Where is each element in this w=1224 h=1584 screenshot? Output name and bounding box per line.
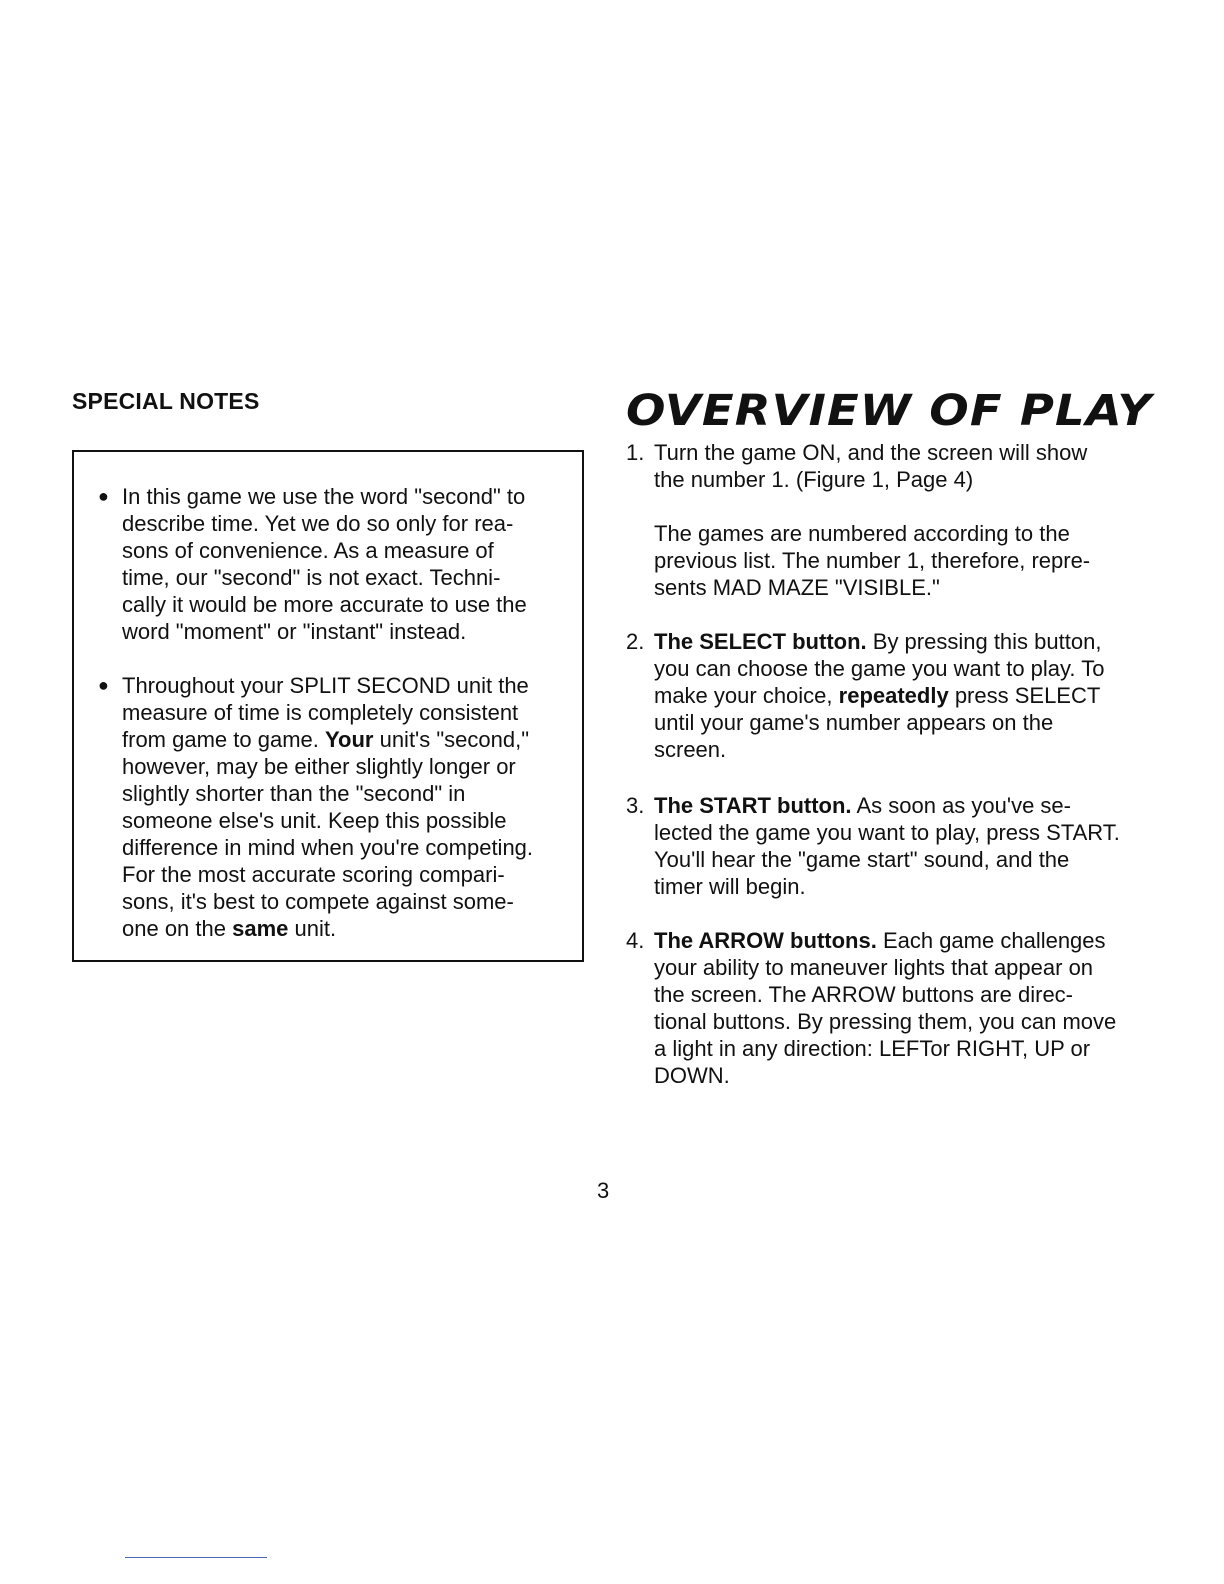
step-continuation: [626, 520, 1146, 601]
step-text: [654, 628, 1146, 763]
note-emphasis: same: [232, 916, 289, 941]
note-text-part: unit.: [288, 916, 337, 941]
step-item: [626, 628, 1146, 763]
step-number: 2.: [626, 629, 645, 654]
step-item: [626, 792, 1146, 900]
note-text: [122, 672, 548, 942]
step-text-part: As soon as you've se- lected the game you want to play, press START. You'll hear the "game start" sound, and the timer will begin.: [654, 793, 1120, 899]
overview-title: OVERVIEW OF PLAY: [626, 386, 1153, 436]
bullet-icon: ●: [98, 675, 109, 695]
special-notes-heading: SPECIAL NOTES: [72, 388, 260, 414]
step-emphasis: repeatedly: [838, 683, 949, 708]
footer-rule: [125, 1557, 267, 1558]
step-number: 3.: [626, 793, 645, 818]
step-text-part: press SELECT until your game's number appears on the screen.: [654, 683, 1101, 762]
step-text: [654, 927, 1146, 1089]
step-item: [626, 439, 1146, 493]
note-text: In this game we use the word "second" to describe time. Yet we do so only for rea- sons of convenience. As a measure of time, our "second" is not exact. Techni- cally it would be more accurate to use the word "moment" or "instant" instead.: [122, 484, 527, 644]
step-item: [626, 927, 1146, 1089]
step-number: 4.: [626, 928, 645, 953]
step-number: 1.: [626, 440, 645, 465]
step-lead: The SELECT button.: [654, 629, 867, 654]
step-text: [654, 792, 1146, 900]
step-lead: The START button.: [654, 793, 852, 818]
note-text-part: unit's "second," however, may be either slightly longer or slightly shorter than the "second" in someone else's unit. Keep this possible difference in mind when you're competing. For the most accurate scoring compari- sons, it's best to compete against some- one on the: [122, 727, 534, 941]
special-notes-box: [72, 450, 584, 962]
step-text: The games are numbered according to the previous list. The number 1, therefore, repre- sents MAD MAZE "VISIBLE.": [654, 521, 1091, 600]
step-text-part: Each game challenges your ability to maneuver lights that appear on the screen. The ARROW buttons are direc- tional buttons. By pressing them, you can move a light in any direction: LEFTor RIGHT, UP or DOWN.: [654, 928, 1117, 1088]
note-item: [98, 672, 548, 942]
step-lead: The ARROW buttons.: [654, 928, 877, 953]
bullet-icon: ●: [98, 486, 109, 506]
note-emphasis: Your: [324, 727, 374, 752]
note-text-part: Throughout your SPLIT SECOND unit the measure of time is completely consistent from game to game.: [122, 673, 529, 752]
step-text-part: By pressing this button, you can choose the game you want to play. To make your choice,: [654, 629, 1105, 708]
step-text: Turn the game ON, and the screen will show the number 1. (Figure 1, Page 4): [654, 440, 1088, 492]
page-number: 3: [597, 1178, 610, 1203]
note-item: [98, 483, 548, 645]
